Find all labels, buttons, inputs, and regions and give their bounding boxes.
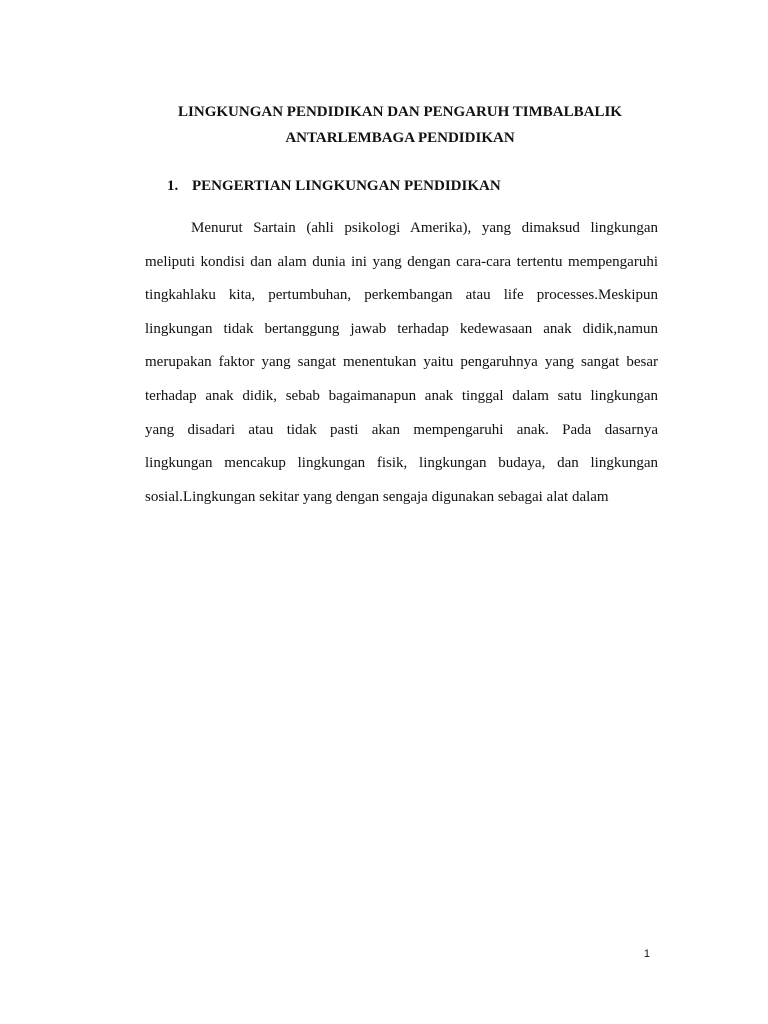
section-heading	[167, 177, 501, 195]
paragraph-line: Menurut Sartain (ahli psikologi Amerika), yang dimaksud lingkungan	[191, 220, 658, 236]
page-number: 1	[643, 948, 650, 960]
document-title-line-2: ANTARLEMBAGA PENDIDIKAN	[285, 130, 515, 146]
paragraph-line: lingkungan mencakup lingkungan fisik, lingkungan budaya, dan lingkungan	[145, 455, 658, 472]
paragraph-line: meliputi kondisi dan alam dunia ini yang dengan cara-cara tertentu mempengaruhi	[145, 253, 658, 270]
paragraph-line: tingkahlaku kita, pertumbuhan, perkembangan atau life processes.Meskipun	[145, 287, 658, 304]
paragraph-line: merupakan faktor yang sangat menentukan yaitu pengaruhnya yang sangat besar	[145, 354, 658, 371]
section-number: 1.	[167, 178, 179, 194]
document-title-line-1: LINGKUNGAN PENDIDIKAN DAN PENGARUH TIMBALBALIK	[178, 104, 622, 120]
body-paragraph	[145, 218, 658, 520]
paragraph-line: terhadap anak didik, sebab bagaimanapun anak tinggal dalam satu lingkungan	[145, 387, 658, 404]
paragraph-line: sosial.Lingkungan sekitar yang dengan sengaja digunakan sebagai alat dalam	[145, 488, 609, 505]
paragraph-line: yang disadari atau tidak pasti akan mempengaruhi anak. Pada dasarnya	[145, 421, 658, 438]
section-heading-text: PENGERTIAN LINGKUNGAN PENDIDIKAN	[192, 178, 501, 194]
paragraph-line: lingkungan tidak bertanggung jawab terhadap kedewasaan anak didik,namun	[145, 320, 658, 337]
